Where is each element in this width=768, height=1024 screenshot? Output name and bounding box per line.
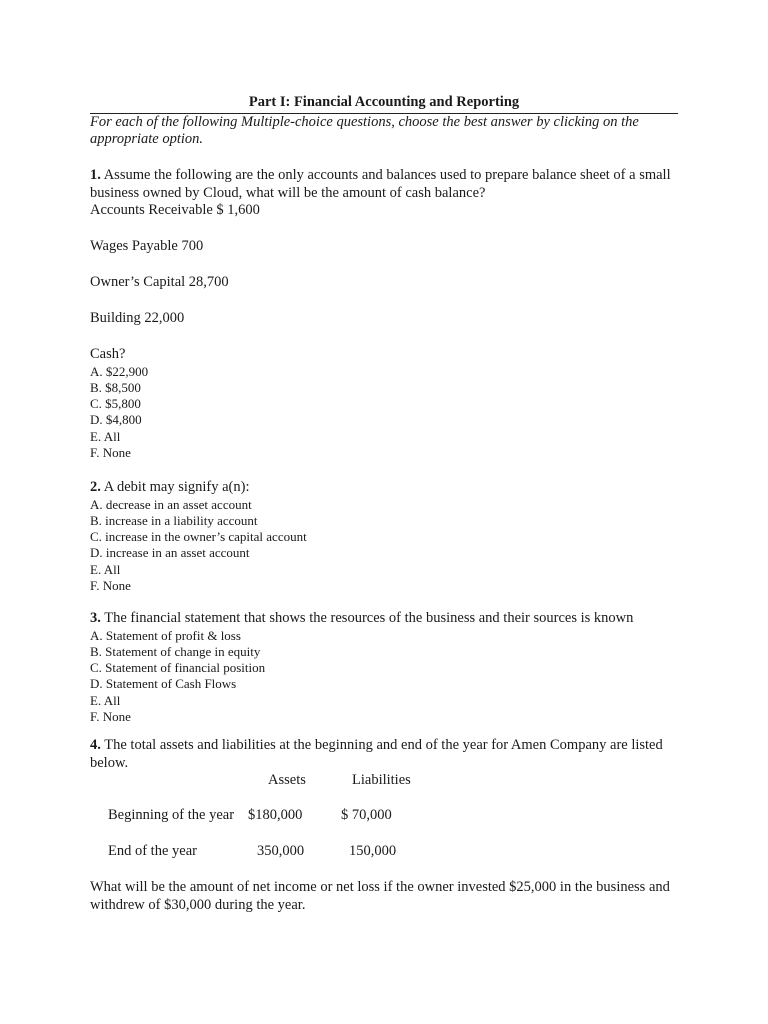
- question-2-text: [90, 479, 680, 497]
- option-f[interactable]: F. None: [90, 577, 131, 593]
- option-a[interactable]: A. Statement of profit & loss: [90, 627, 241, 643]
- question-4-followup: What will be the amount of net income or net loss if the owner invested $25,000 in the business and withdrew of $30,000 during the year.: [90, 879, 670, 913]
- option-d[interactable]: D. Statement of Cash Flows: [90, 676, 237, 692]
- question-3-text: [90, 610, 680, 628]
- question-1-options: [90, 346, 680, 461]
- table-row-label: Beginning of the year: [108, 807, 235, 823]
- option-b[interactable]: B. $8,500: [90, 379, 141, 395]
- option-d[interactable]: D. $4,800: [90, 412, 142, 428]
- account-line: Owner’s Capital 28,700: [90, 274, 229, 290]
- table-row-label: End of the year: [108, 843, 197, 859]
- option-e[interactable]: E. All: [90, 692, 121, 708]
- question-4-text: [90, 737, 680, 772]
- question-4-stem: The total assets and liabilities at the beginning and end of the year for Amen Company are listed below.: [90, 737, 663, 771]
- question-1: [90, 167, 680, 220]
- option-b[interactable]: B. increase in a liability account: [90, 512, 258, 528]
- account-line: Wages Payable 700: [90, 238, 204, 254]
- table-header-assets: Assets: [268, 772, 306, 788]
- question-3: [90, 610, 680, 725]
- question-number: 3.: [90, 610, 101, 626]
- page-title: Part I: Financial Accounting and Reporting: [248, 94, 520, 110]
- option-c[interactable]: C. $5,800: [90, 396, 141, 412]
- question-4: [90, 737, 680, 772]
- option-e[interactable]: E. All: [90, 428, 121, 444]
- instructions: For each of the following Multiple-choice questions, choose the best answer by clicking on the appropriate option.: [90, 114, 639, 147]
- table-cell-liabilities: 150,000: [349, 843, 397, 859]
- question-1-text: [90, 167, 680, 202]
- question-2-stem: A debit may signify a(n):: [103, 479, 250, 495]
- account-line: Accounts Receivable $ 1,600: [90, 202, 260, 218]
- option-b[interactable]: B. Statement of change in equity: [90, 643, 261, 659]
- question-number: 1.: [90, 167, 101, 183]
- option-c[interactable]: C. Statement of financial position: [90, 660, 266, 676]
- option-e[interactable]: E. All: [90, 561, 121, 577]
- option-d[interactable]: D. increase in an asset account: [90, 545, 250, 561]
- question-number: 2.: [90, 479, 101, 495]
- account-line: Cash?: [90, 346, 126, 362]
- option-a[interactable]: A. $22,900: [90, 363, 149, 379]
- question-1-stem: Assume the following are the only accounts and balances used to prepare balance sheet of a small business owned by Cloud, what will be the amount of cash balance?: [90, 167, 671, 201]
- option-f[interactable]: F. None: [90, 444, 131, 460]
- table-cell-liabilities: $ 70,000: [341, 807, 392, 823]
- question-3-stem: The financial statement that shows the resources of the business and their sources is known: [104, 610, 634, 626]
- account-line: Building 22,000: [90, 310, 185, 326]
- question-2: [90, 479, 680, 594]
- question-4-prompt: [90, 879, 680, 914]
- option-a[interactable]: A. decrease in an asset account: [90, 496, 252, 512]
- table-cell-assets: $180,000: [248, 807, 303, 823]
- table-header-liabilities: Liabilities: [352, 772, 411, 788]
- question-number: 4.: [90, 737, 101, 753]
- option-f[interactable]: F. None: [90, 708, 131, 724]
- table-cell-assets: 350,000: [257, 843, 305, 859]
- option-c[interactable]: C. increase in the owner’s capital account: [90, 529, 307, 545]
